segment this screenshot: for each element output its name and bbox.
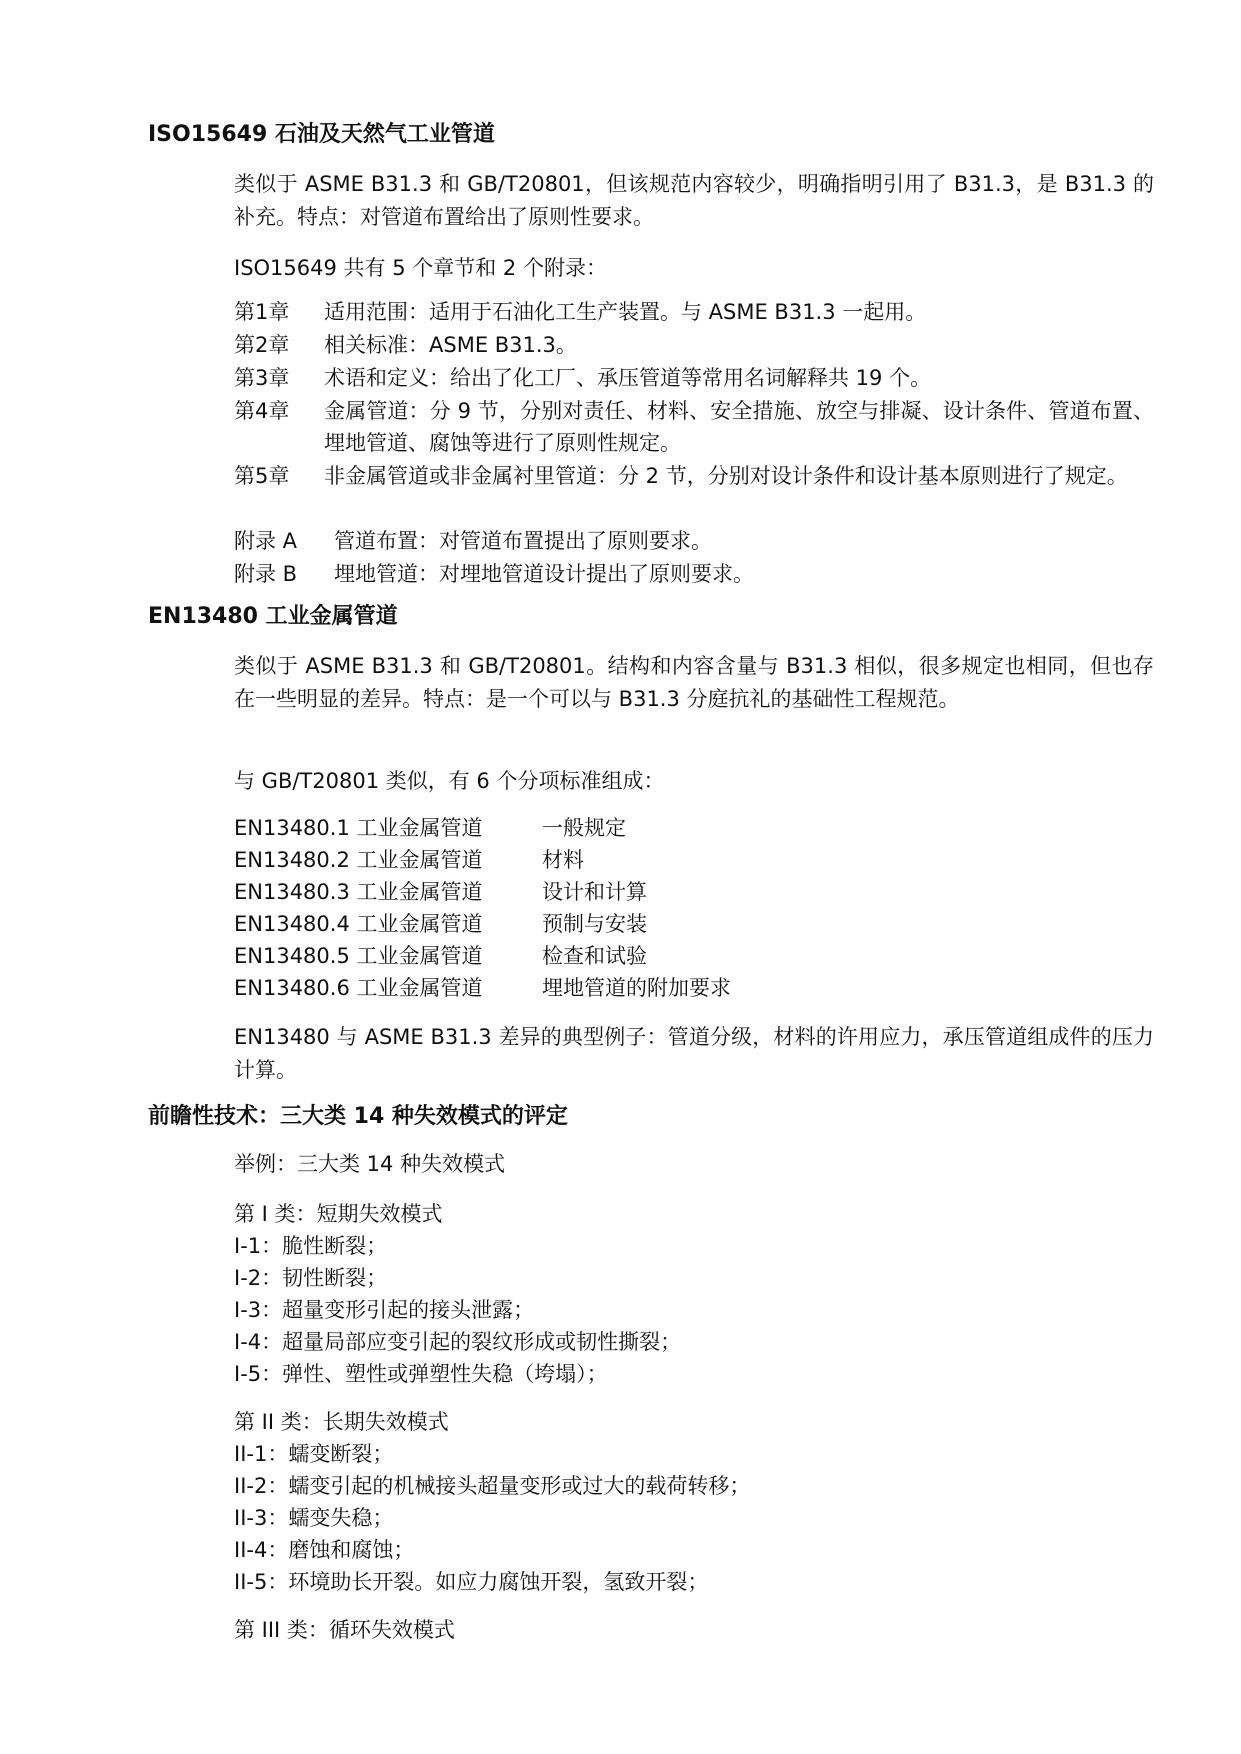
standard-part-row — [234, 844, 584, 876]
part-title: 检查和试验 — [542, 944, 647, 968]
part-title: 一般规定 — [542, 816, 626, 840]
chapter-row — [234, 362, 1154, 394]
part-code: EN13480.6 工业金属管道 — [234, 976, 483, 1000]
class-title: 第 II 类：长期失效模式 — [234, 1410, 449, 1434]
failure-mode-item: I-5：弹性、塑性或弹塑性失稳（垮塌）； — [234, 1362, 608, 1386]
appendix-row — [234, 558, 1154, 590]
failure-mode-item: II-4：磨蚀和腐蚀； — [234, 1538, 415, 1562]
appendix-row — [234, 525, 1154, 557]
part-code: EN13480.1 工业金属管道 — [234, 816, 483, 840]
section-heading-en13480: EN13480 工业金属管道 — [148, 604, 398, 629]
standard-part-row — [234, 812, 626, 844]
en13480-structure-line: 与 GB/T20801 类似，有 6 个分项标准组成： — [234, 769, 665, 793]
chapter-label: 第1章 — [234, 300, 290, 324]
part-code: EN13480.5 工业金属管道 — [234, 944, 483, 968]
chapter-text: 相关标准：ASME B31.3。 — [324, 333, 577, 357]
failure-mode-item: II-5：环境助长开裂。如应力腐蚀开裂，氢致开裂； — [234, 1570, 709, 1594]
standard-part-row — [234, 876, 647, 908]
failure-mode-item: I-4：超量局部应变引起的裂纹形成或韧性撕裂； — [234, 1330, 682, 1354]
failure-mode-item: I-1：脆性断裂； — [234, 1234, 388, 1258]
standard-part-row — [234, 908, 647, 940]
chapter-label: 第3章 — [234, 366, 290, 390]
part-title: 材料 — [542, 848, 584, 872]
standard-part-row — [234, 940, 647, 972]
chapter-row — [234, 329, 1154, 361]
chapter-label: 第4章 — [234, 399, 290, 423]
failure-mode-item: I-2：韧性断裂； — [234, 1266, 388, 1290]
section-heading-iso15649: ISO15649 石油及天然气工业管道 — [148, 122, 495, 147]
part-title: 设计和计算 — [542, 880, 647, 904]
standard-part-row — [234, 972, 731, 1004]
en13480-differences-paragraph: EN13480 与 ASME B31.3 差异的典型例子：管道分级，材料的许用应力，承压管道组成件的压力计算。 — [234, 1025, 1154, 1082]
chapter-label: 第2章 — [234, 333, 290, 357]
chapter-row — [234, 395, 1154, 459]
chapter-row — [234, 296, 1154, 328]
chapter-text: 适用范围：适用于石油化工生产装置。与 ASME B31.3 一起用。 — [324, 300, 927, 324]
part-code: EN13480.4 工业金属管道 — [234, 912, 483, 936]
iso15649-intro-paragraph: 类似于 ASME B31.3 和 GB/T20801，但该规范内容较少，明确指明引用了 B31.3，是 B31.3 的补充。特点：对管道布置给出了原则性要求。 — [234, 172, 1154, 229]
failure-mode-item: I-3：超量变形引起的接头泄露； — [234, 1298, 535, 1322]
part-title: 埋地管道的附加要求 — [542, 976, 731, 1000]
appendix-label: 附录 B — [234, 562, 298, 586]
part-code: EN13480.2 工业金属管道 — [234, 848, 483, 872]
chapter-text: 术语和定义：给出了化工厂、承压管道等常用名词解释共 19 个。 — [324, 366, 932, 390]
failure-mode-item: II-1：蠕变断裂； — [234, 1442, 394, 1466]
appendix-text: 埋地管道：对埋地管道设计提出了原则要求。 — [334, 562, 754, 586]
part-title: 预制与安装 — [542, 912, 647, 936]
iso15649-structure-line: ISO15649 共有 5 个章节和 2 个附录： — [234, 256, 607, 280]
class-title: 第 III 类：循环失效模式 — [234, 1618, 455, 1642]
appendix-text: 管道布置：对管道布置提出了原则要求。 — [334, 529, 712, 553]
chapter-text: 非金属管道或非金属衬里管道：分 2 节，分别对设计条件和设计基本原则进行了规定。 — [324, 464, 1128, 488]
failure-mode-item: II-2：蠕变引起的机械接头超量变形或过大的载荷转移； — [234, 1474, 751, 1498]
failure-modes-example-line: 举例：三大类 14 种失效模式 — [234, 1152, 506, 1176]
appendix-label: 附录 A — [234, 529, 298, 553]
chapter-text: 金属管道：分 9 节，分别对责任、材料、安全措施、放空与排凝、设计条件、管道布置、埋地管道、腐蚀等进行了原则性规定。 — [324, 399, 1154, 455]
section-heading-failure-modes: 前瞻性技术：三大类 14 种失效模式的评定 — [148, 1104, 568, 1129]
chapter-row — [234, 460, 1154, 492]
class-title: 第 I 类：短期失效模式 — [234, 1202, 443, 1226]
chapter-label: 第5章 — [234, 464, 290, 488]
part-code: EN13480.3 工业金属管道 — [234, 880, 483, 904]
en13480-intro-paragraph: 类似于 ASME B31.3 和 GB/T20801。结构和内容含量与 B31.3 相似，很多规定也相同，但也存在一些明显的差异。特点：是一个可以与 B31.3 分庭抗礼的基础性工程规范。 — [234, 654, 1154, 711]
failure-mode-item: II-3：蠕变失稳； — [234, 1506, 394, 1530]
